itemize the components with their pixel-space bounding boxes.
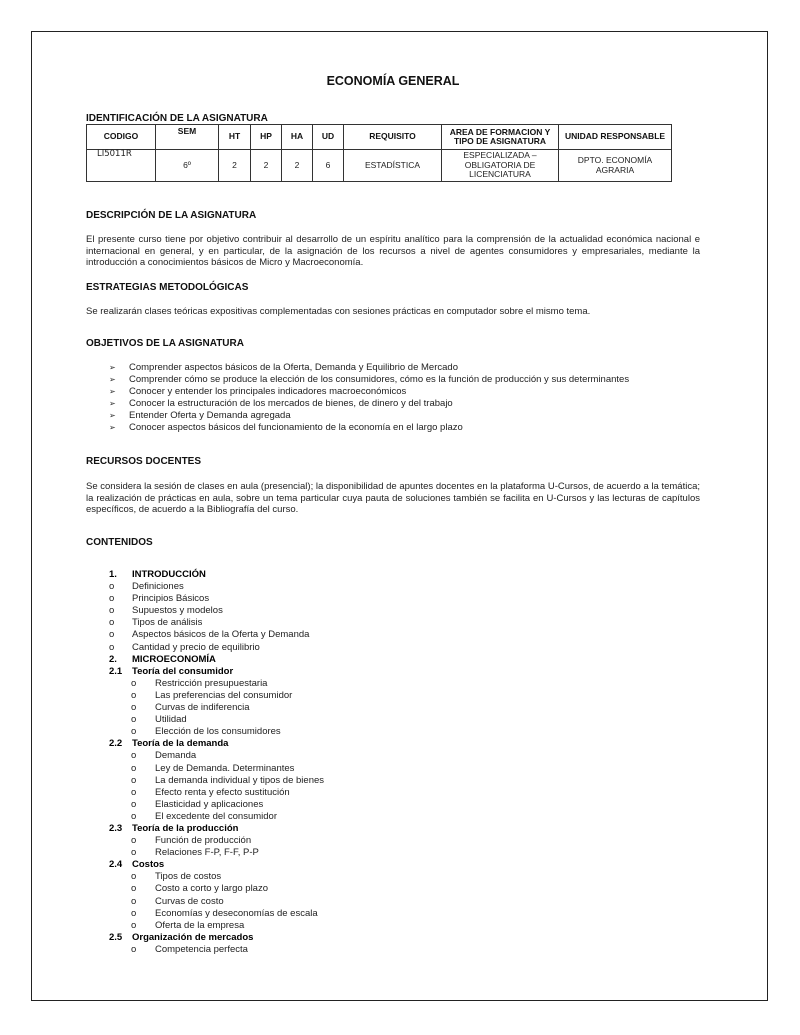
circle-bullet-icon: o [109, 641, 115, 653]
circle-bullet-icon: o [131, 943, 137, 955]
contents-text: Oferta de la empresa [155, 919, 245, 931]
circle-bullet-icon: o [131, 774, 137, 786]
circle-bullet-icon: o [131, 871, 137, 883]
header-ud: UD [313, 125, 344, 150]
identification-heading: IDENTIFICACIÓN DE LA ASIGNATURA [86, 113, 268, 124]
circle-bullet-icon: o [109, 617, 115, 629]
arrow-bullet-icon: ➢ [109, 387, 116, 396]
objective-text: Comprender cómo se produce la elección de los consumidores, cómo es la función de producción y sus determinantes [129, 374, 630, 385]
contents-text: Teoría del consumidor [132, 665, 234, 677]
contents-text: Economías y deseconomías de escala [155, 907, 318, 919]
objective-text: Conocer aspectos básicos del funcionamiento de la economía en el largo plazo [129, 422, 463, 433]
identification-table [86, 124, 672, 182]
contents-text: Relaciones F-P, F-F, P-P [155, 847, 259, 859]
contents-text: Tipos de análisis [132, 617, 203, 629]
strategies-heading: ESTRATEGIAS METODOLÓGICAS [86, 282, 249, 293]
value-sem: 6º [156, 150, 219, 182]
header-requisito: REQUISITO [344, 125, 442, 150]
objective-text: Conocer y entender los principales indicadores macroeconómicos [129, 386, 407, 397]
objective-item [109, 386, 629, 398]
contents-number: 1. [109, 569, 117, 580]
identification-header-row [87, 125, 672, 150]
resources-heading: RECURSOS DOCENTES [86, 456, 202, 467]
circle-bullet-icon: o [131, 702, 137, 714]
circle-bullet-icon: o [131, 847, 137, 859]
objective-text: Comprender aspectos básicos de la Oferta, Demanda y Equilibrio de Mercado [129, 362, 458, 373]
circle-bullet-icon: o [131, 798, 137, 810]
contents-text: Organización de mercados [132, 931, 254, 943]
description-text: El presente curso tiene por objetivo contribuir al desarrollo de un espíritu analítico para la comprensión de la actualidad económica nacional e internacional en general, y en particular, de la asignación de los recursos a nivel de agentes consumidores y empresariales, mediante la introducción a conocimientos básicos de Micro y Macroeconomía. [86, 234, 700, 268]
document-title: ECONOMÍA GENERAL [326, 74, 460, 88]
contents-text: Restricción presupuestaria [155, 677, 268, 689]
circle-bullet-icon: o [109, 593, 115, 605]
header-ht: HT [219, 125, 251, 150]
contents-text: Efecto renta y efecto sustitución [155, 786, 290, 798]
header-ha: HA [282, 125, 313, 150]
circle-bullet-icon: o [131, 762, 137, 774]
circle-bullet-icon: o [131, 677, 137, 689]
value-unidad: DPTO. ECONOMÍA AGRARIA [559, 150, 672, 182]
arrow-bullet-icon: ➢ [109, 411, 116, 420]
arrow-bullet-icon: ➢ [109, 399, 116, 408]
contents-text: Costos [132, 859, 165, 871]
description-heading: DESCRIPCIÓN DE LA ASIGNATURA [86, 210, 257, 221]
circle-bullet-icon: o [131, 895, 137, 907]
value-ud: 6 [313, 150, 344, 182]
contents-number: 2. [109, 653, 117, 665]
arrow-bullet-icon: ➢ [109, 363, 116, 372]
identification-value-row [87, 150, 672, 182]
circle-bullet-icon: o [131, 835, 137, 847]
contents-text: Aspectos básicos de la Oferta y Demanda [132, 629, 310, 641]
contents-text: INTRODUCCIÓN [132, 569, 206, 580]
contents-text: Costo a corto y largo plazo [155, 883, 269, 895]
value-requisito: ESTADÍSTICA [344, 150, 442, 182]
contents-text: MICROECONOMÍA [132, 653, 216, 665]
contents-number: 2.4 [109, 859, 123, 871]
circle-bullet-icon: o [131, 883, 137, 895]
objective-item [109, 398, 629, 410]
contents-number: 2.5 [109, 931, 123, 943]
contents-text: Elección de los consumidores [155, 726, 281, 738]
circle-bullet-icon: o [131, 750, 137, 762]
contents-text: Función de producción [155, 835, 252, 847]
objective-item [109, 422, 629, 434]
contents-text: Utilidad [155, 714, 187, 726]
objective-item [109, 362, 629, 374]
contents-text: Elasticidad y aplicaciones [155, 798, 264, 810]
header-area: AREA DE FORMACION Y TIPO DE ASIGNATURA [442, 125, 559, 150]
value-ha: 2 [282, 150, 313, 182]
objective-item [109, 374, 629, 386]
value-codigo: LI5011R [87, 150, 156, 182]
contents-text: Principios Básicos [132, 593, 210, 605]
circle-bullet-icon: o [109, 629, 115, 641]
contents-text: Teoría de la producción [132, 822, 239, 834]
circle-bullet-icon: o [131, 919, 137, 931]
circle-bullet-icon: o [109, 605, 115, 617]
arrow-bullet-icon: ➢ [109, 375, 116, 384]
value-ht: 2 [219, 150, 251, 182]
contents-text: Cantidad y precio de equilibrio [132, 641, 260, 653]
value-hp: 2 [251, 150, 282, 182]
arrow-bullet-icon: ➢ [109, 423, 116, 432]
objective-text: Conocer la estructuración de los mercados de bienes, de dinero y del trabajo [129, 398, 453, 409]
contents-text: Curvas de costo [155, 895, 224, 907]
contents-text: Supuestos y modelos [132, 605, 223, 617]
contents-text: Las preferencias del consumidor [155, 689, 293, 701]
contents-number: 2.2 [109, 738, 123, 750]
objectives-list [109, 362, 629, 434]
circle-bullet-icon: o [131, 714, 137, 726]
circle-bullet-icon: o [131, 689, 137, 701]
contents-text: Curvas de indiferencia [155, 702, 250, 714]
contents-number: 2.3 [109, 822, 123, 834]
resources-text: Se considera la sesión de clases en aula (presencial); la disponibilidad de apuntes docentes en la plataforma U-Cursos, de acuerdo a la temática; la realización de prácticas en aula, sobre un tema particular cuya pauta de soluciones también se facilita en U-Cursos y las lecturas de capítulos específicos, de acuerdo a la Bibliografía del curso. [86, 481, 700, 515]
header-unidad: UNIDAD RESPONSABLE [559, 125, 672, 150]
contents-text: El excedente del consumidor [155, 810, 277, 822]
value-area: ESPECIALIZADA – OBLIGATORIA DE LICENCIATURA [442, 150, 559, 182]
contents-text: Definiciones [132, 581, 184, 593]
header-codigo: CODIGO [87, 125, 156, 150]
contents-heading: CONTENIDOS [86, 537, 153, 548]
strategies-text: Se realizarán clases teóricas expositivas complementadas con sesiones prácticas en computador sobre el mismo tema. [86, 306, 591, 317]
circle-bullet-icon: o [131, 907, 137, 919]
header-sem: SEM [156, 125, 219, 150]
contents-text: Tipos de costos [155, 871, 222, 883]
circle-bullet-icon: o [131, 726, 137, 738]
contents-number: 2.1 [109, 665, 123, 677]
circle-bullet-icon: o [131, 810, 137, 822]
objective-text: Entender Oferta y Demanda agregada [129, 410, 291, 421]
circle-bullet-icon: o [109, 581, 115, 593]
objectives-heading: OBJETIVOS DE LA ASIGNATURA [86, 338, 244, 349]
circle-bullet-icon: o [131, 786, 137, 798]
contents-text: Ley de Demanda. Determinantes [155, 762, 295, 774]
contents-text: Teoría de la demanda [132, 738, 229, 750]
contents-text: La demanda individual y tipos de bienes [155, 774, 325, 786]
contents-text: Competencia perfecta [155, 943, 248, 955]
header-hp: HP [251, 125, 282, 150]
objective-item [109, 410, 629, 422]
contents-text: Demanda [155, 750, 197, 762]
